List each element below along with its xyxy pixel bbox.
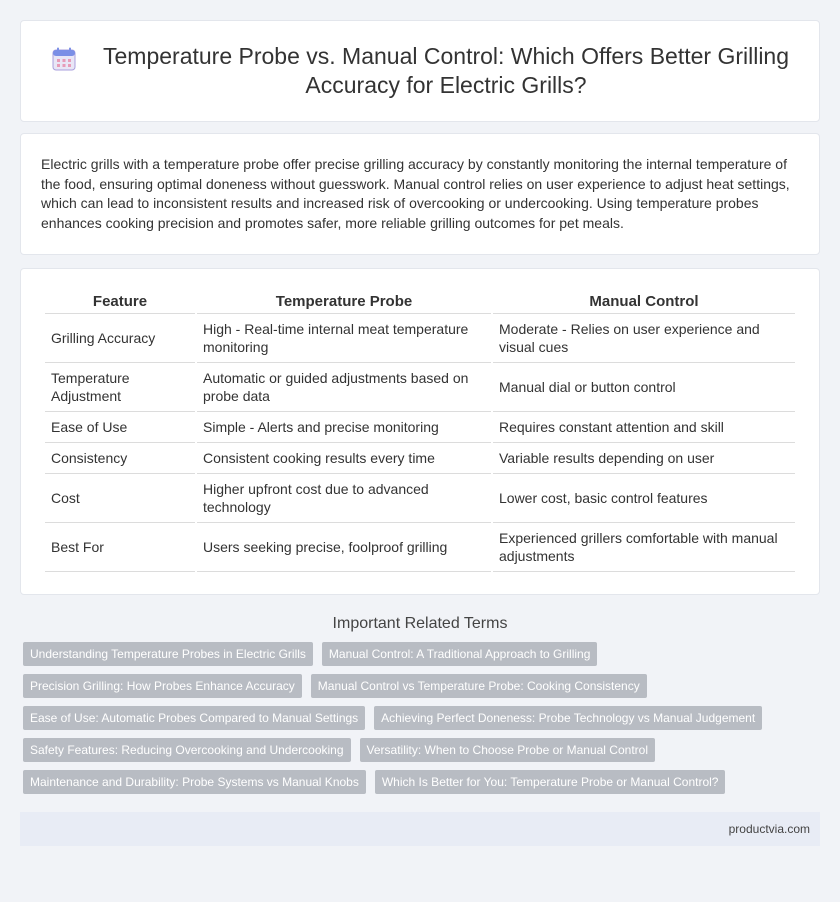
comparison-card [20, 268, 820, 595]
header-card [20, 20, 820, 122]
intro-text: Electric grills with a temperature probe offer precise grilling accuracy by constantly monitoring the internal temperature of the food, ensuring optimal doneness without guesswork. Manual control relies on user experience to adjust heat settings, which can lead to inconsistent results and increased risk of overcooking or undercooking. Using temperature probes enhances cooking precision and promotes safer, more reliable grilling outcomes for pet meals. [41, 156, 790, 231]
related-term-link[interactable]: Safety Features: Reducing Overcooking and Undercooking [23, 738, 351, 762]
table-cell: Moderate - Relies on user experience and visual cues [493, 314, 795, 363]
related-terms-list [20, 642, 820, 802]
table-row [45, 314, 795, 363]
related-term-link[interactable]: Understanding Temperature Probes in Electric Grills [23, 642, 313, 666]
related-term-link[interactable]: Precision Grilling: How Probes Enhance Accuracy [23, 674, 302, 698]
page-title: Temperature Probe vs. Manual Control: Which Offers Better Grilling Accuracy for Electric Grills? [103, 43, 790, 98]
related-terms-title: Important Related Terms [332, 615, 508, 632]
table-cell: Requires constant attention and skill [493, 412, 795, 443]
table-row [45, 523, 795, 572]
table-cell: Users seeking precise, foolproof grilling [197, 523, 491, 572]
header-temperature-probe: Temperature Probe [197, 287, 491, 314]
table-cell: Experienced grillers comfortable with manual adjustments [493, 523, 795, 572]
table-cell: Ease of Use [45, 412, 195, 443]
table-row [45, 443, 795, 474]
table-cell: Consistent cooking results every time [197, 443, 491, 474]
related-term-link[interactable]: Ease of Use: Automatic Probes Compared to Manual Settings [23, 706, 365, 730]
table-cell: Grilling Accuracy [45, 314, 195, 363]
calendar-icon [51, 46, 77, 72]
table-cell: Variable results depending on user [493, 443, 795, 474]
table-cell: Temperature Adjustment [45, 363, 195, 412]
table-cell: Automatic or guided adjustments based on probe data [197, 363, 491, 412]
related-term-link[interactable]: Which Is Better for You: Temperature Probe or Manual Control? [375, 770, 726, 794]
related-term-link[interactable]: Versatility: When to Choose Probe or Manual Control [360, 738, 655, 762]
table-cell: Lower cost, basic control features [493, 474, 795, 523]
table-cell: Higher upfront cost due to advanced technology [197, 474, 491, 523]
header-manual-control: Manual Control [493, 287, 795, 314]
footer [20, 812, 820, 846]
table-cell: Consistency [45, 443, 195, 474]
related-term-link[interactable]: Maintenance and Durability: Probe Systems vs Manual Knobs [23, 770, 366, 794]
table-header-row [45, 287, 795, 314]
table-row [45, 363, 795, 412]
header-feature: Feature [45, 287, 195, 314]
table-cell: Manual dial or button control [493, 363, 795, 412]
table-cell: Best For [45, 523, 195, 572]
table-cell: Simple - Alerts and precise monitoring [197, 412, 491, 443]
related-term-link[interactable]: Achieving Perfect Doneness: Probe Technology vs Manual Judgement [374, 706, 762, 730]
table-cell: Cost [45, 474, 195, 523]
footer-site-link[interactable]: productvia.com [728, 822, 810, 836]
related-term-link[interactable]: Manual Control: A Traditional Approach to Grilling [322, 642, 597, 666]
comparison-table [43, 287, 797, 572]
table-row [45, 474, 795, 523]
table-cell: High - Real-time internal meat temperature monitoring [197, 314, 491, 363]
intro-card [20, 133, 820, 255]
table-row [45, 412, 795, 443]
related-term-link[interactable]: Manual Control vs Temperature Probe: Cooking Consistency [311, 674, 647, 698]
